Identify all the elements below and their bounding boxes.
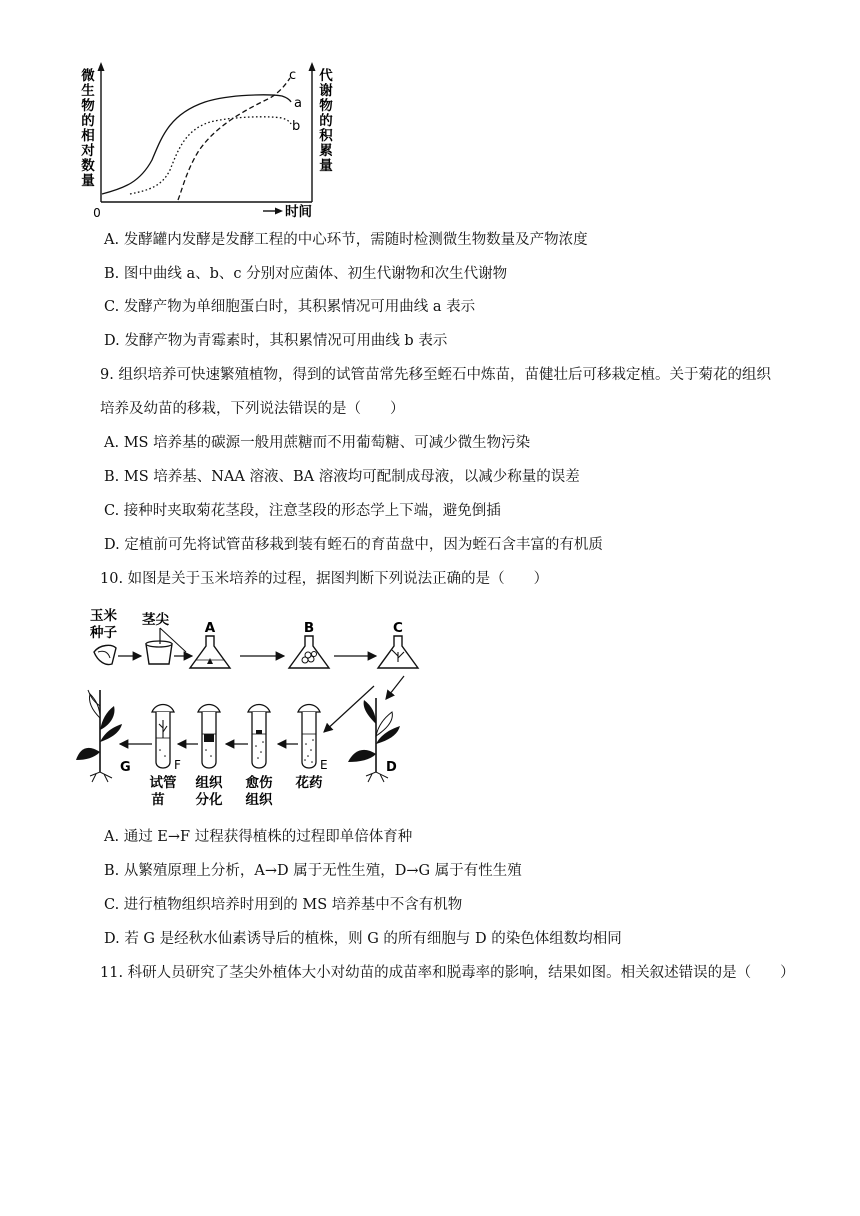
q10-option-b: B. 从繁殖原理上分析，A→D 属于无性生殖，D→G 属于有性生殖 <box>104 863 522 879</box>
label-callus: 愈伤 <box>245 775 273 791</box>
y-left-char: 物 <box>81 98 95 114</box>
y-right-char: 的 <box>319 113 333 129</box>
tube-letter-f: F <box>174 758 181 772</box>
corn-seed-icon <box>94 645 116 664</box>
q8-option-d: D. 发酵产物为青霉素时，其积累情况可用曲线 b 表示 <box>104 333 448 349</box>
y-right-char: 物 <box>319 98 333 114</box>
q10-option-d: D. 若 G 是经秋水仙素诱导后的植株，则 G 的所有细胞与 D 的染色体组数均相同 <box>104 931 622 947</box>
curve-label-a: a <box>294 96 302 111</box>
label-tissue-differentiation: 分化 <box>195 792 223 808</box>
flask-label-a: A <box>204 620 216 636</box>
q10-option-c: C. 进行植物组织培养时用到的 MS 培养基中不含有机物 <box>104 897 463 913</box>
y-left-char: 相 <box>81 128 95 144</box>
seed-label: 玉米 <box>90 608 117 624</box>
curve-a <box>102 95 291 194</box>
arrow-up-icon <box>309 62 316 71</box>
origin-label: 0 <box>93 206 101 220</box>
q11-stem: 11. 科研人员研究了茎尖外植体大小对幼苗的成苗率和脱毒率的影响，结果如图。相关叙述错误的是（ ） <box>100 965 795 981</box>
arrow-up-icon <box>98 62 105 71</box>
q10-stem: 10. 如图是关于玉米培养的过程，据图判断下列说法正确的是（ ） <box>100 571 549 587</box>
plant-g-icon <box>76 690 122 782</box>
q9-stem-line2: 培养及幼苗的移栽，下列说法错误的是（ ） <box>100 401 405 417</box>
label-tissue-differentiation: 组织 <box>195 775 223 791</box>
label-anther: 花药 <box>295 775 323 791</box>
y-left-char: 对 <box>81 143 95 159</box>
x-axis-label: 时间 <box>285 204 312 220</box>
y-right-char: 量 <box>319 158 333 174</box>
q8-option-c: C. 发酵产物为单细胞蛋白时，其积累情况可用曲线 a 表示 <box>104 299 476 315</box>
q9-option-c: C. 接种时夹取菊花茎段，注意茎段的形态学上下端，避免倒插 <box>104 503 501 519</box>
curve-label-b: b <box>292 119 301 134</box>
y-left-char: 的 <box>81 113 95 129</box>
q9-stem-line1: 9. 组织培养可快速繁殖植物，得到的试管苗常先移至蛭石中炼苗，苗健壮后可移栽定植。关于菊花的组织 <box>100 367 771 383</box>
q9-option-a: A. MS 培养基的碳源一般用蔗糖而不用葡萄糖、可减少微生物污染 <box>104 435 531 451</box>
y-right-char: 代 <box>319 68 333 84</box>
tube-e-icon <box>298 705 320 769</box>
y-right-char: 积 <box>319 128 333 144</box>
corn-culture-diagram <box>76 604 426 814</box>
q10-option-a: A. 通过 E→F 过程获得植株的过程即单倍体育种 <box>104 829 413 845</box>
y-left-char: 生 <box>81 83 95 99</box>
flask-label-b: B <box>303 620 315 636</box>
tip-label: 茎尖 <box>142 612 169 628</box>
tube-letter-e: E <box>320 758 328 772</box>
differentiation-tube-icon <box>198 705 220 769</box>
curve-label-c: c <box>289 68 297 83</box>
y-axis-left-label <box>80 67 95 189</box>
arrow-right-icon <box>275 208 283 215</box>
callus-tube-icon <box>248 705 270 769</box>
q8-option-a: A. 发酵罐内发酵是发酵工程的中心环节，需随时检测微生物数量及产物浓度 <box>104 232 588 248</box>
y-left-char: 数 <box>81 158 95 174</box>
label-callus: 组织 <box>245 792 273 808</box>
y-left-char: 量 <box>81 173 95 189</box>
q8-option-b: B. 图中曲线 a、b、c 分别对应菌体、初生代谢物和次生代谢物 <box>104 266 508 282</box>
y-right-char: 累 <box>319 143 333 159</box>
y-axis-right-label <box>319 67 333 174</box>
y-right-char: 谢 <box>319 83 333 99</box>
q9-option-d: D. 定植前可先将试管苗移栽到装有蛭石的育苗盘中，因为蛭石含丰富的有机质 <box>104 537 603 553</box>
flask-label-c: C <box>393 620 403 636</box>
label-test-tube-seedling: 苗 <box>151 792 165 808</box>
label-test-tube-seedling: 试管 <box>149 775 177 791</box>
tube-f-icon <box>152 705 174 769</box>
plant-letter-d: D <box>386 760 397 775</box>
q9-option-b: B. MS 培养基、NAA 溶液、BA 溶液均可配制成母液，以减少称量的误差 <box>104 469 580 485</box>
seed-label: 种子 <box>90 625 117 641</box>
growth-curve-figure <box>70 60 350 225</box>
y-left-char: 微 <box>81 68 95 84</box>
plant-letter-g: G <box>120 760 131 775</box>
